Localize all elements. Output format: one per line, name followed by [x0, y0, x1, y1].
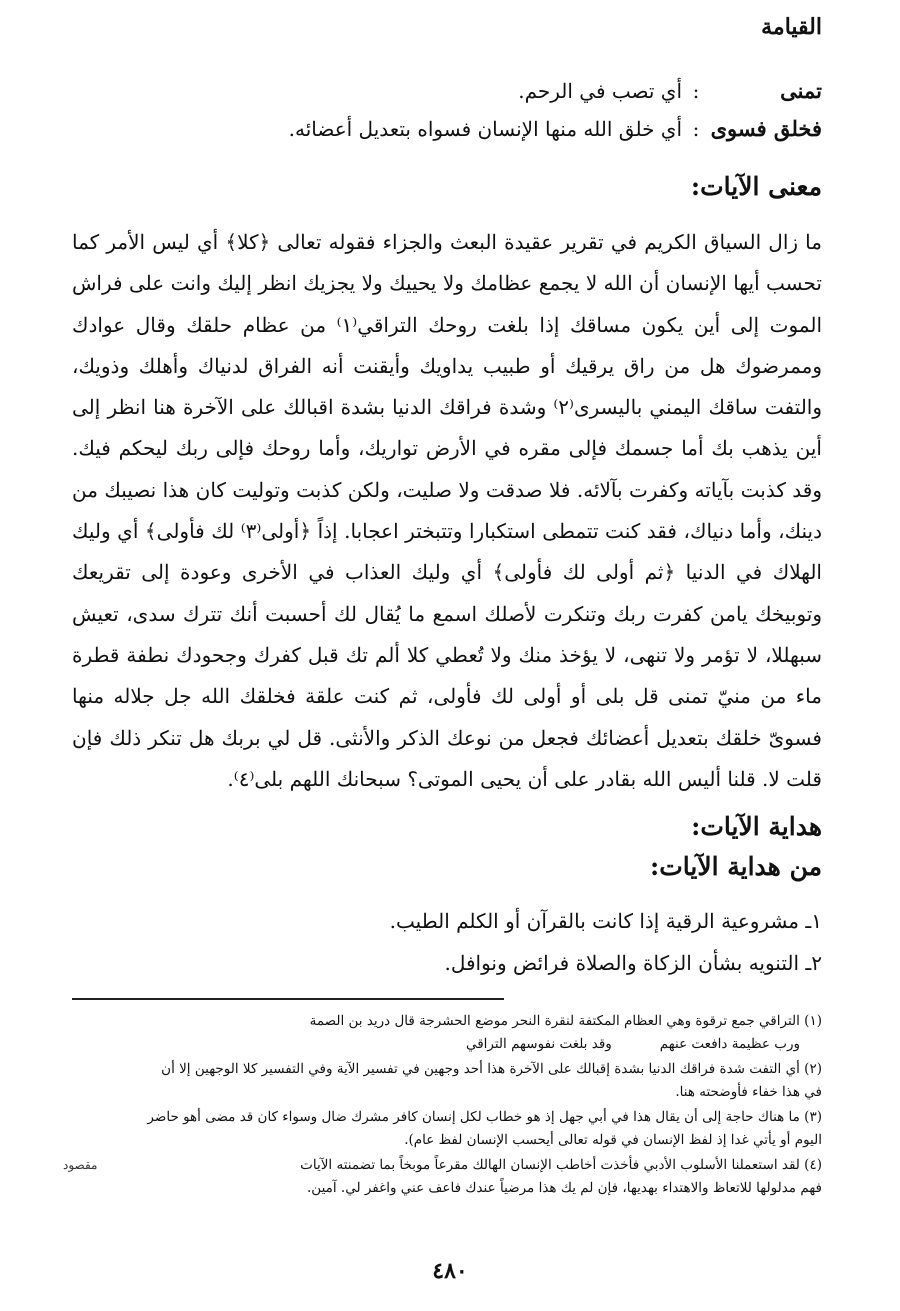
- vocabulary-row: [78, 78, 822, 116]
- footnotes: [63, 1010, 822, 1202]
- footnote-2: [67, 1058, 822, 1104]
- running-head: القيامة: [761, 14, 822, 40]
- poetry-verse: [67, 1033, 822, 1056]
- footnote-separator: [72, 998, 504, 1000]
- vocabulary-row: [78, 116, 822, 154]
- vocabulary-list: [78, 78, 822, 154]
- verse-hemistich: ورب عظيمة دافعت عنهم: [659, 1036, 800, 1052]
- vocabulary-term: تمنى: [780, 78, 822, 103]
- footnote-line: في هذا خفاء فأوضحته هنا.: [675, 1084, 822, 1100]
- vocabulary-term: فخلق فسوى: [710, 116, 822, 141]
- guidance-item: ١ـ مشروعية الرقية إذا كانت بالقرآن أو الكلم الطيب.: [389, 909, 822, 933]
- footnote-4: [63, 1154, 822, 1200]
- page-number: ٤٨٠: [432, 1258, 468, 1284]
- vocabulary-definition: أي تصب في الرحم.: [518, 79, 682, 103]
- guidance-item: ٢ـ التنويه بشأن الزكاة والصلاة فرائض ونوافل.: [444, 951, 822, 975]
- footnote-line: فهم مدلولها للاتعاظ والاهتداء بهديها، فإن لم يك هذا مرضياً عندك فاعف عني واغفر لي. آمين.: [307, 1180, 822, 1196]
- vocabulary-definition: أي خلق الله منها الإنسان فسواه بتعديل أعضائه.: [288, 117, 682, 141]
- meaning-heading: معنى الآيات:: [690, 172, 822, 201]
- footnote-line: اليوم أو يأتي غدا إذ لفظ الإنسان في قوله تعالى أيحسب الإنسان لفظ عام).: [404, 1132, 822, 1148]
- meaning-paragraph: ما زال السياق الكريم في تقرير عقيدة البعث والجزاء فقوله تعالى ﴿كلا﴾ أي ليس الأمر كما تحسب أيها الإنسان أن الله لا يجمع عظامك ولا يحييك ولا يجزيك انظر إليك وانت على فراش الموت إلى أين يكون مساقك إذا بلغت روحك التراقي⁽١⁾ من عظام حلقك وقال عوادك وممرضوك هل من راق يرقيك أو طبيب يداويك وأيقنت أنه الفراق لدنياك وأهلك وذويك، والتفت ساقك اليمني باليسرى⁽٢⁾ وشدة فراقك الدنيا بشدة اقبالك على الآخرة هنا انظر إلى أين يذهب بك أما جسمك فإلى مقره في الأرض تواريك، وأما روحك فإلى ربك ليحكم فيك. وقد كذبت بآياته وكفرت بآلائه. فلا صدقت ولا صليت، ولكن كذبت وتوليت كان هذا نصيبك من دينك، وأما دنياك، فقد كنت تتمطى استكبارا وتتبختر اعجابا. إذاً ﴿أولى⁽٣⁾ لك فأولى﴾ أي وليك الهلاك في الدنيا ﴿ثم أولى لك فأولى﴾ أي وليك العذاب في الأخرى وعودة إلى تقريعك وتوبيخك يامن كفرت ربك وتنكرت لأصلك اسمع ما يُقال لك أحسبت أنك تترك سدى، تعيش سبهللا، لا تؤمر ولا تنهى، لا يؤخذ منك ولا تُعطي كلا ألم تك قبل كفرك وجحودك نطفة قطرة ماء من منيّ تمنى قل بلى أو أولى لك فأولى، ثم كنت علقة فخلقك الله جل جلاله منها فسوىّ خلقك بتعديل أعضائك فجعل من نوعك الذكر والأنثى. قل لي بربك هل تنكر ذلك فإن قلت لا. قلنا أليس الله بقادر على أن يحيى الموتى؟ سبحانك اللهم بلى⁽٤⁾.: [72, 230, 823, 791]
- footnote-line: (١) التراقي جمع ترقوة وهي العظام المكتفة لنقرة النحر موضع الحشرجة قال دريد بن الصمة: [309, 1013, 822, 1029]
- footnote-line: (٤) لقد استعملنا الأسلوب الأدبي فأخذت أخاطب الإنسان الهالك مقرعاً موبخاً بما تضمنته الآيات: [300, 1157, 822, 1173]
- guidance-heading: هداية الآيات:: [691, 812, 822, 841]
- vocabulary-colon: :: [692, 117, 700, 141]
- footnote-1: [67, 1010, 822, 1056]
- from-guidance-heading: من هداية الآيات:: [650, 852, 822, 881]
- footnote-line: (٣) ما هناك حاجة إلى أن يقال هذا في أبي جهل إذ هو خطاب لكل إنسان كافر مشرك ضال وسواء كان قد مضى أهو حاضر: [147, 1109, 822, 1125]
- vocabulary-colon: :: [692, 79, 700, 103]
- verse-hemistich: وقد بلغت نفوسهم التراقي: [465, 1036, 612, 1052]
- margin-note: مقصود: [63, 1158, 98, 1172]
- footnote-3: [67, 1106, 822, 1152]
- footnote-line: (٢) أي التفت شدة فراقك الدنيا بشدة إقبالك على الآخرة هذا أحد وجهين في تفسير الآية وفي التفسير كلا الوجهين إلا أن: [161, 1061, 822, 1077]
- guidance-list: [72, 900, 822, 984]
